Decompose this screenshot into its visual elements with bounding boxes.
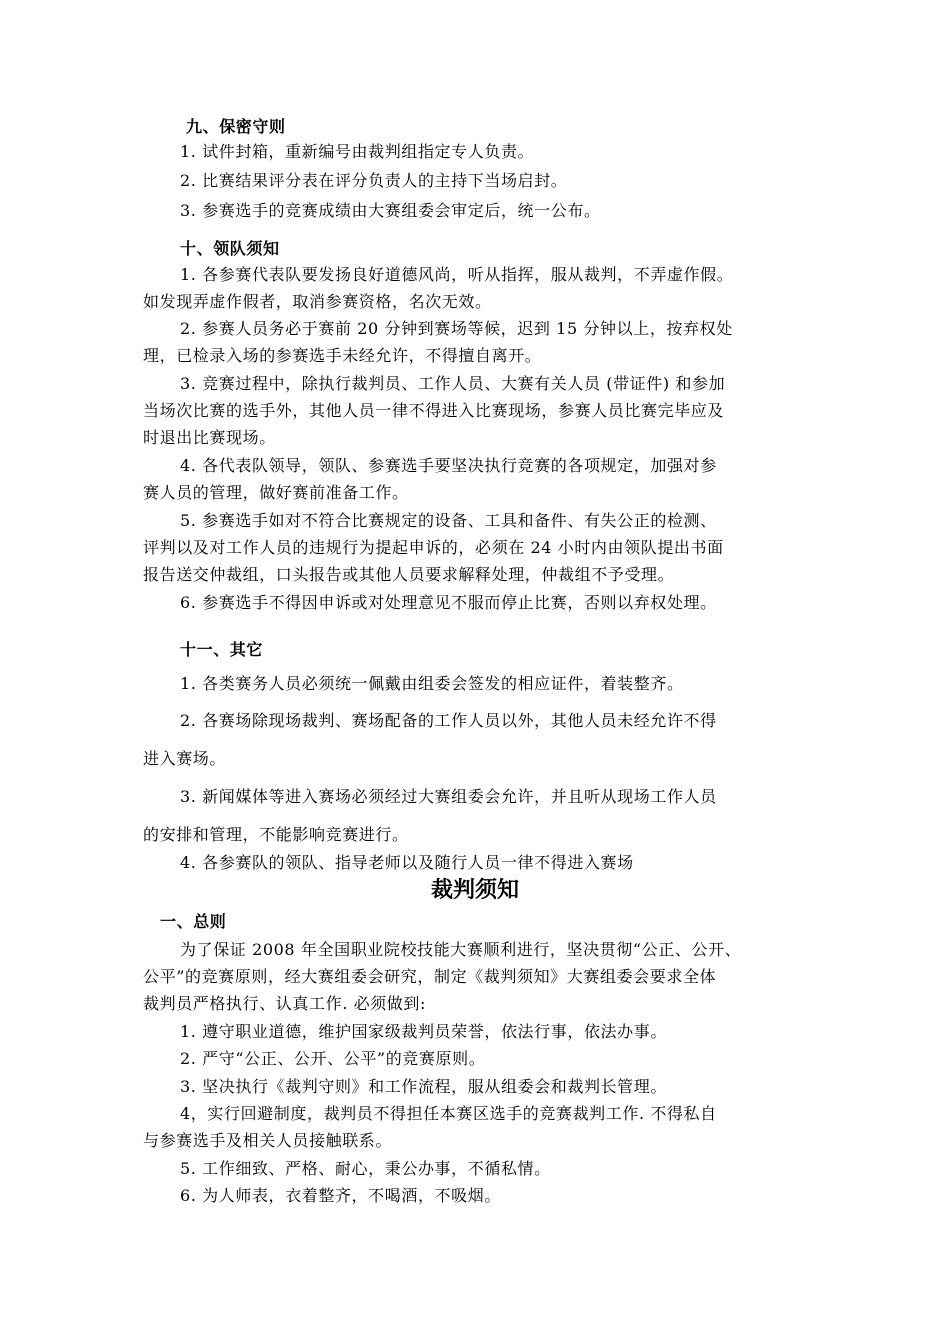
section-11-heading: 十一、其它 [180,640,264,659]
referee-line: 3. 坚决执行《裁判守则》和工作流程，服从组委会和裁判长管理。 [180,1077,667,1096]
section-9-heading: 九、保密守则 [186,117,286,136]
section-10-line: 时退出比赛现场。 [143,428,276,447]
referee-line: 公平”的竞赛原则，经大赛组委会研究，制定《裁判须知》大赛组委会要求全体 [143,967,717,986]
referee-line: 与参赛选手及相关人员接触联系。 [143,1131,393,1150]
section-10-line: 5. 参赛选手如对不符合比赛规定的设备、工具和备件、有失公正的检测、 [180,511,717,530]
section-10-line: 如发现弄虚作假者，取消参赛资格，名次无效。 [143,292,492,311]
section-11-line: 的安排和管理，不能影响竞赛进行。 [143,825,409,844]
section-9-item: 2. 比赛结果评分表在评分负责人的主持下当场启封。 [180,171,568,190]
referee-heading: 一、总则 [160,912,227,931]
section-10-line: 理，已检录入场的参赛选手未经允许，不得擅自离开。 [143,346,542,365]
section-9-item: 3. 参赛选手的竞赛成绩由大赛组委会审定后，统一公布。 [180,201,601,220]
section-10-line: 当场次比赛的选手外，其他人员一律不得进入比赛现场，参赛人员比赛完毕应及 [143,401,725,420]
section-11-line: 3. 新闻媒体等进入赛场必须经过大赛组委会允许，并且听从现场工作人员 [180,787,717,806]
section-10-line: 评判以及对工作人员的违规行为提起申诉的，必须在 24 小时内由领队提出书面 [143,538,724,557]
referee-line: 4，实行回避制度，裁判员不得担任本赛区选手的竞赛裁判工作. 不得私自 [180,1104,717,1123]
referee-line: 2. 严守“公正、公开、公平”的竞赛原则。 [180,1049,486,1068]
section-10-line: 报告送交仲裁组，口头报告或其他人员要求解释处理，仲裁组不予受理。 [143,565,675,584]
section-10-line: 3. 竞赛过程中，除执行裁判员、工作人员、大赛有关人员 (带证件) 和参加 [180,374,726,393]
referee-line: 1. 遵守职业道德，维护国家级裁判员荣誉，依法行事，依法办事。 [180,1022,667,1041]
section-10-line: 2. 参赛人员务必于赛前 20 分钟到赛场等候，迟到 15 分钟以上，按弃权处 [180,319,733,338]
section-11-line: 1. 各类赛务人员必须统一佩戴由组委会签发的相应证件，着装整齐。 [180,674,684,693]
section-9-item: 1. 试件封箱，重新编号由裁判组指定专人负责。 [180,142,535,161]
section-10-line: 赛人员的管理，做好赛前准备工作。 [143,483,409,502]
referee-line: 5. 工作细致、严格、耐心，秉公办事，不循私情。 [180,1159,551,1178]
section-11-line: 4. 各参赛队的领队、指导老师以及随行人员一律不得进入赛场 [180,853,634,872]
section-11-line: 2. 各赛场除现场裁判、赛场配备的工作人员以外，其他人员未经允许不得 [180,711,717,730]
referee-line: 为了保证 2008 年全国职业院校技能大赛顺利进行，坚决贯彻“公正、公开、 [180,940,742,959]
section-10-line: 6. 参赛选手不得因申诉或对处理意见不服而停止比赛，否则以弃权处理。 [180,593,717,612]
section-10-line: 1. 各参赛代表队要发扬良好道德风尚，听从指挥，服从裁判，不弄虚作假。 [180,265,734,284]
referee-title: 裁判须知 [430,878,519,903]
section-10-line: 4. 各代表队领导，领队、参赛选手要坚决执行竞赛的各项规定，加强对参 [180,456,717,475]
referee-line: 裁判员严格执行、认真工作. 必须做到: [143,994,426,1013]
section-10-heading: 十、领队须知 [180,239,280,258]
section-11-line: 进入赛场。 [143,749,227,768]
referee-line: 6. 为人师表，衣着整齐，不喝酒，不吸烟。 [180,1186,501,1205]
